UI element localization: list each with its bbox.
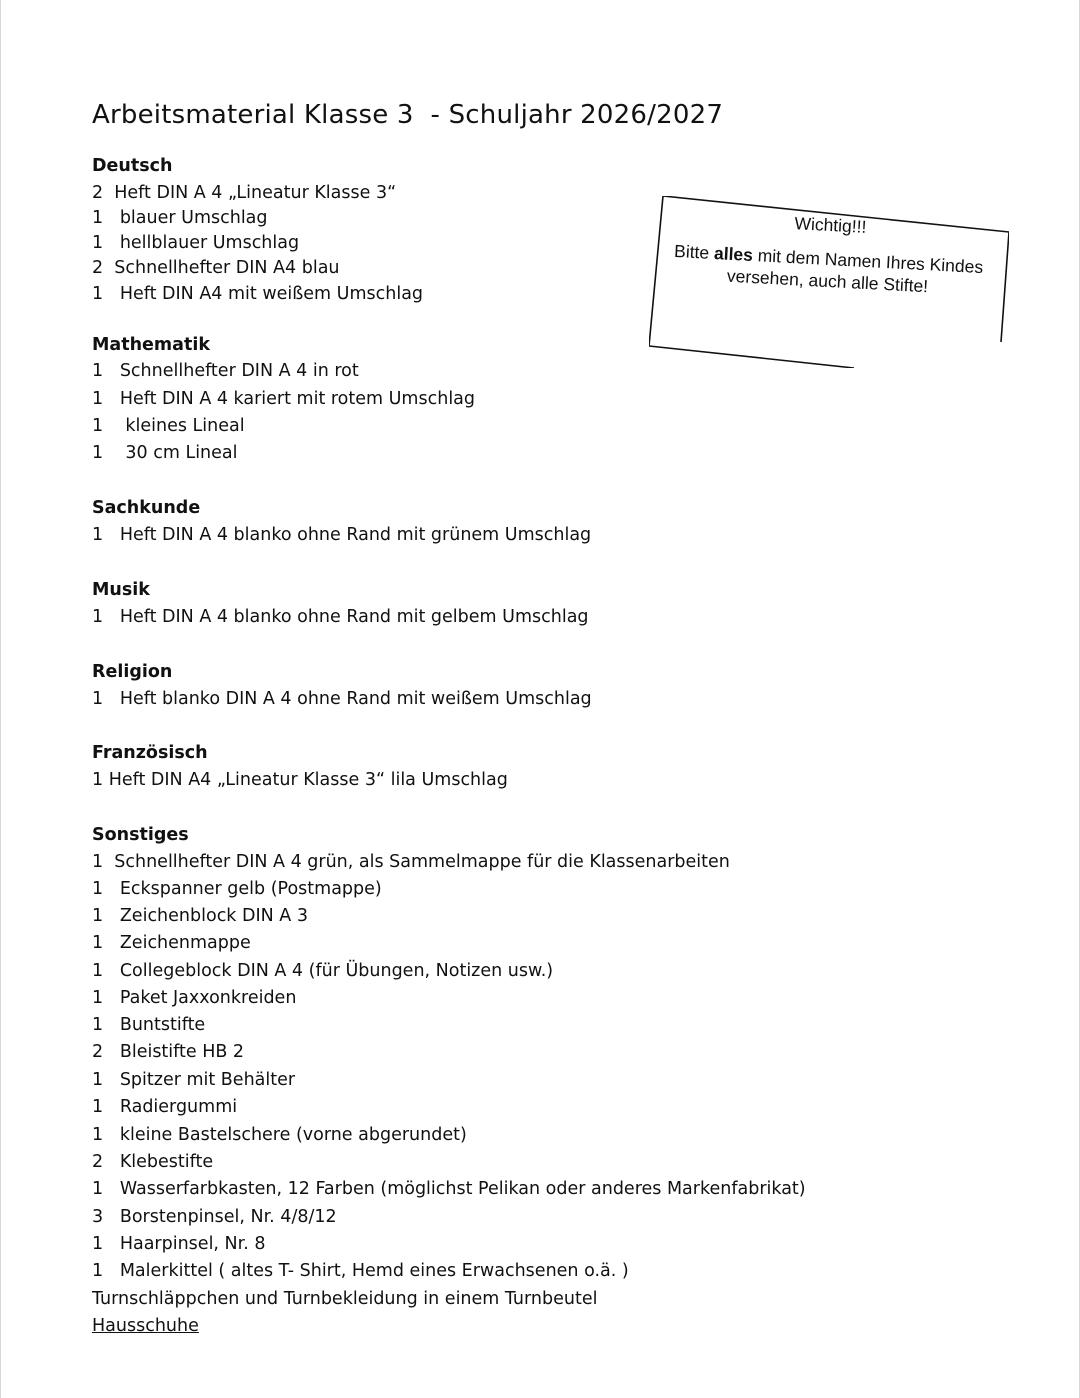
list-item: 3 Borstenpinsel, Nr. 4/8/12: [92, 1207, 337, 1227]
list-item: 1 blauer Umschlag: [92, 208, 268, 228]
list-item: 1 Buntstifte: [92, 1015, 206, 1035]
list-item: 1 Zeichenblock DIN A 3: [92, 906, 308, 926]
list-item-hausschuhe: Hausschuhe: [92, 1316, 199, 1336]
list-item: 1 Heft DIN A4 „Lineatur Klasse 3“ lila Umschlag: [92, 770, 508, 790]
list-item: Turnschläppchen und Turnbekleidung in einem Turnbeutel: [92, 1289, 598, 1309]
note-text-bold: alles: [713, 242, 754, 266]
list-item: 2 Bleistifte HB 2: [92, 1042, 245, 1062]
list-item: 1 Spitzer mit Behälter: [92, 1070, 296, 1090]
list-item: 2 Heft DIN A 4 „Lineatur Klasse 3“: [92, 183, 397, 203]
list-item: 1 kleine Bastelschere (vorne abgerundet): [92, 1125, 467, 1145]
list-item: 1 Paket Jaxxonkreiden: [92, 988, 297, 1008]
list-item: 1 Schnellhefter DIN A 4 grün, als Sammelmappe für die Klassenarbeiten: [92, 852, 730, 872]
note-text-after: mit dem Namen Ihres Kindes versehen, auch alle Stifte!: [726, 245, 984, 297]
heading-sachkunde: Sachkunde: [92, 498, 201, 518]
list-item: 1 Heft DIN A4 mit weißem Umschlag: [92, 284, 424, 304]
list-item: 1 Heft DIN A 4 kariert mit rotem Umschlag: [92, 389, 476, 409]
list-item: 1 Eckspanner gelb (Postmappe): [92, 879, 382, 899]
page-title: Arbeitsmaterial Klasse 3 - Schuljahr 2026/2027: [92, 100, 724, 130]
heading-sonstiges: Sonstiges: [92, 825, 189, 845]
list-item: 1 Radiergummi: [92, 1097, 238, 1117]
list-item: 1 Malerkittel ( altes T- Shirt, Hemd eines Erwachsenen o.ä. ): [92, 1261, 629, 1281]
list-item: 1 Schnellhefter DIN A 4 in rot: [92, 361, 359, 381]
heading-mathematik: Mathematik: [92, 335, 210, 355]
heading-franzoesisch: Französisch: [92, 743, 208, 763]
list-item: 1 Collegeblock DIN A 4 (für Übungen, Notizen usw.): [92, 961, 554, 981]
list-item: 1 Heft DIN A 4 blanko ohne Rand mit grünem Umschlag: [92, 525, 592, 545]
heading-religion: Religion: [92, 662, 173, 682]
heading-musik: Musik: [92, 580, 150, 600]
list-item: 1 Haarpinsel, Nr. 8: [92, 1234, 266, 1254]
important-note: [649, 196, 1009, 368]
list-item: 1 30 cm Lineal: [92, 443, 238, 463]
list-item: 1 kleines Lineal: [92, 416, 245, 436]
note-text-before: Bitte: [673, 240, 715, 263]
note-title: Wichtig!!!: [794, 213, 867, 237]
list-item: 2 Schnellhefter DIN A4 blau: [92, 258, 340, 278]
list-item: 1 Wasserfarbkasten, 12 Farben (möglichst Pelikan oder anderes Markenfabrikat): [92, 1179, 806, 1199]
heading-deutsch: Deutsch: [92, 156, 173, 176]
list-item: 1 Zeichenmappe: [92, 933, 251, 953]
list-item: 1 Heft DIN A 4 blanko ohne Rand mit gelbem Umschlag: [92, 607, 589, 627]
list-item: 1 Heft blanko DIN A 4 ohne Rand mit weißem Umschlag: [92, 689, 592, 709]
list-item: 1 hellblauer Umschlag: [92, 233, 300, 253]
list-item: 2 Klebestifte: [92, 1152, 214, 1172]
